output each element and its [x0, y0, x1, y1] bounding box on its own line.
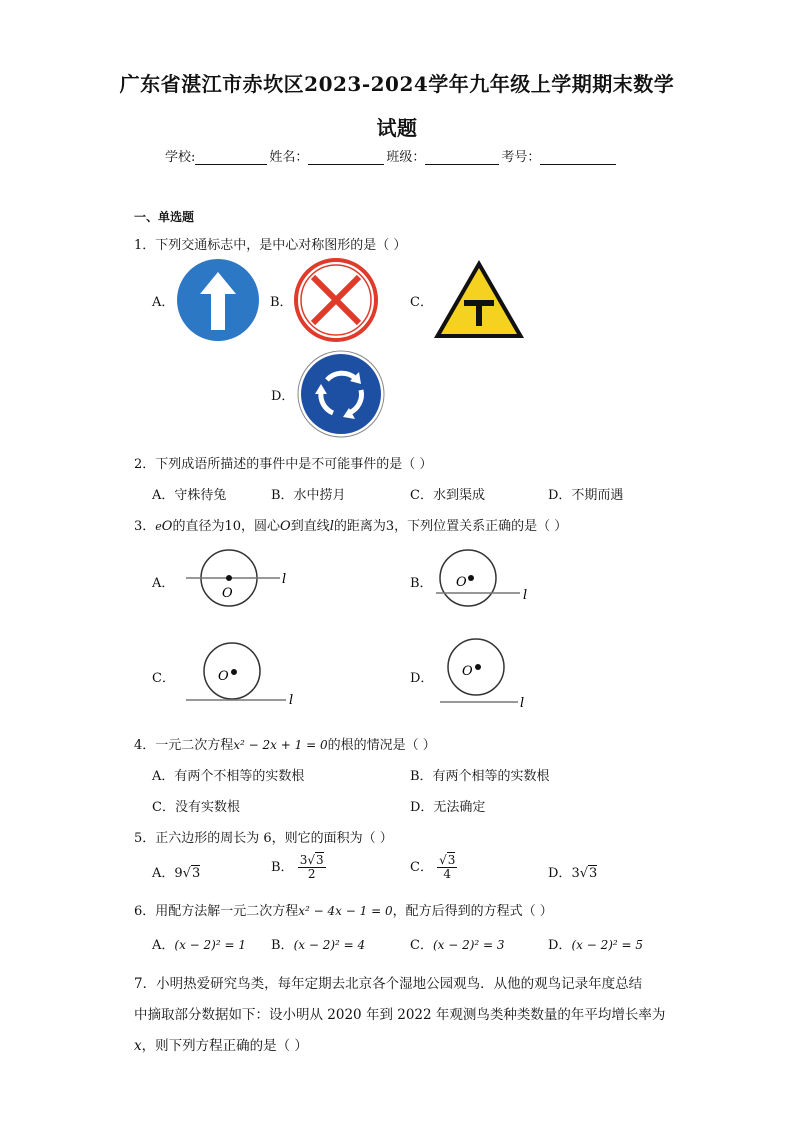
school-label: 学校: [165, 150, 196, 165]
q6-option-a: A．(x − 2)² = 1 [152, 938, 246, 953]
q3-option-d-label: D． [410, 671, 434, 686]
question-7-line2: 中摘取部分数据如下：设小明从 2020 年到 2022 年观测鸟类种类数量的年平均增长率为 [134, 1007, 666, 1023]
q3-option-a-label: A． [152, 576, 175, 591]
class-label: 班级： [386, 150, 426, 165]
name-label: 姓名： [269, 150, 309, 165]
q6-option-d: D．(x − 2)² = 5 [548, 938, 644, 953]
q1-option-d-label: D． [271, 389, 295, 404]
question-6-stem: 6．用配方法解一元二次方程x² − 4x − 1 = 0，配方后得到的方程式（ ） [134, 904, 553, 919]
q3-diagram-c [184, 640, 298, 710]
q3-diagram-b [434, 548, 534, 608]
q3c-l-label: l [289, 693, 294, 708]
page-title-line2: 试题 [376, 116, 418, 140]
question-7-line1: 7．小明热爱研究鸟类，每年定期去北京各个湿地公园观鸟．从他的观鸟记录年度总结 [134, 976, 643, 992]
q6-option-b: B．(x − 2)² = 4 [271, 938, 366, 953]
straight-arrow-sign-icon [176, 258, 260, 342]
id-label: 考号： [501, 150, 541, 165]
q2-option-d: D．不期而遇 [548, 488, 624, 503]
q3-option-b-label: B． [410, 576, 433, 591]
question-7-line3: x，则下列方程正确的是（ ） [134, 1038, 308, 1054]
question-4-stem: 4．一元二次方程x² − 2x + 1 = 0的根的情况是（ ） [134, 738, 436, 753]
q1-option-a-label: A． [152, 295, 175, 310]
q3a-o-label: O [222, 586, 233, 601]
q5-option-b: B． $\frac{3√3}{2}$ [271, 853, 324, 881]
q3d-o-label: O [462, 664, 473, 679]
student-info-fields [165, 146, 618, 165]
q5-option-c: C． $\frac{√3}{4}$ [410, 853, 456, 881]
t-junction-warning-sign-icon [432, 258, 526, 342]
q3-option-c-label: C． [152, 671, 175, 686]
question-5-stem: 5．正六边形的周长为 6，则它的面积为（ ） [134, 831, 393, 846]
q5-option-a: A．9√3 [152, 866, 201, 881]
q3d-l-label: l [520, 696, 525, 711]
q3-diagram-d [438, 636, 538, 712]
q3b-o-label: O [456, 575, 467, 590]
q3a-l-label: l [282, 572, 287, 587]
q3c-o-label: O [218, 669, 229, 684]
question-2-stem: 2．下列成语所描述的事件中是不可能事件的是（ ） [134, 457, 433, 472]
q3-diagram-a [184, 548, 294, 610]
class-blank [425, 150, 499, 165]
q4-option-a: A．有两个不相等的实数根 [152, 769, 305, 784]
q4-option-d: D．无法确定 [410, 800, 486, 815]
no-stopping-sign-icon [294, 258, 378, 342]
q2-option-b: B．水中捞月 [271, 488, 346, 503]
name-blank [308, 150, 384, 165]
q2-option-c: C．水到渠成 [410, 488, 485, 503]
roundabout-sign-icon [297, 350, 385, 438]
q1-option-b-label: B． [270, 295, 293, 310]
q1-option-c-label: C． [410, 295, 433, 310]
q4-option-b: B．有两个相等的实数根 [410, 769, 550, 784]
q2-option-a: A．守株待兔 [152, 488, 227, 503]
question-1-stem: 1．下列交通标志中，是中心对称图形的是（ ） [134, 238, 407, 253]
q3b-l-label: l [523, 588, 528, 603]
page-title: 广东省湛江市赤坎区2023-2024学年九年级上学期期末数学 [119, 72, 675, 96]
school-blank [195, 150, 267, 165]
q5-option-d: D．3√3 [548, 866, 598, 881]
question-3-stem: 3．eO的直径为10，圆心O到直线l的距离为3，下列位置关系正确的是（ ） [134, 519, 568, 534]
q4-option-c: C．没有实数根 [152, 800, 240, 815]
q6-option-c: C．(x − 2)² = 3 [410, 938, 505, 953]
section-heading: 一、单选题 [134, 210, 195, 224]
id-blank [540, 150, 616, 165]
